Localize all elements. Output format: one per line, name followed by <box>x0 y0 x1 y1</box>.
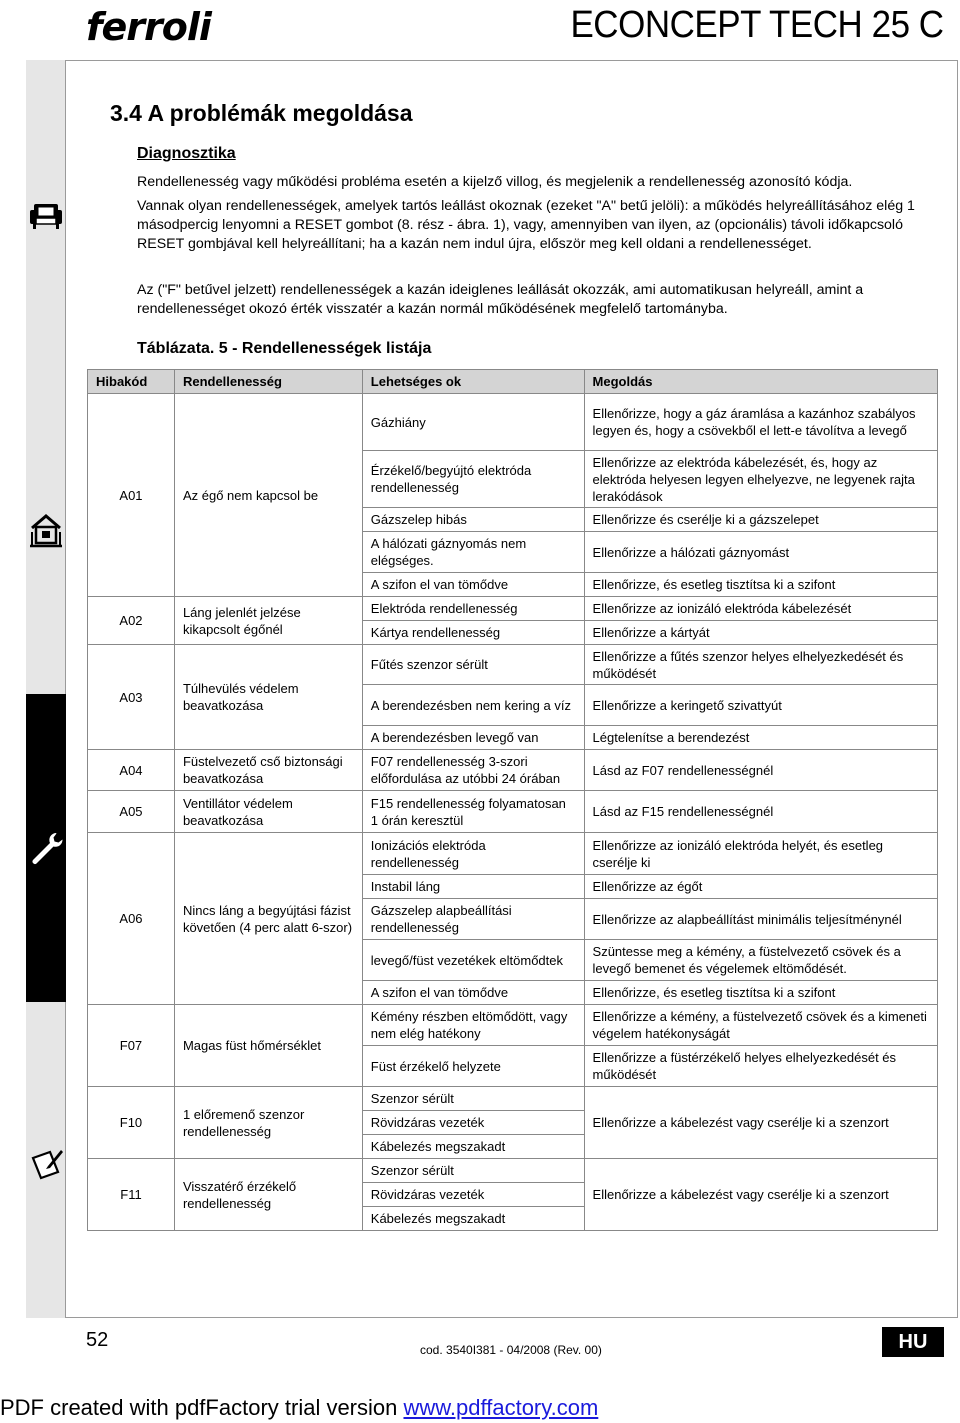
pdf-notice <box>0 1395 598 1421</box>
fault-cause: Fűtés szenzor sérült <box>362 645 584 685</box>
column-header-cause: Lehetséges ok <box>362 370 584 394</box>
fault-remedy: Ellenőrizze az ionizáló elektróda helyét, és esetleg cserélje ki <box>584 833 937 875</box>
armchair-icon <box>28 196 64 232</box>
table-row <box>88 1005 938 1046</box>
paragraph-a-faults: Vannak olyan rendellenességek, amelyek tartós leállást okoznak (ezeket "A" betű jelöli): a működés helyreállításához elég 1 másodpercig lenyomni a RESET gombot (8. rész - ábra. 1), vagy, amennyiben van ilyen, az (opcionális) távoli időkapcsoló RESET gombjával kell helyreállítani; ha a kazán nem indul újra, először meg kell oldani a rendellenességet. <box>137 198 915 252</box>
fault-cause: F15 rendellenesség folyamatosan 1 órán keresztül <box>362 791 584 833</box>
notepad-pencil-icon <box>28 1146 64 1182</box>
fault-cause: Kártya rendellenesség <box>362 621 584 645</box>
fault-remedy: Ellenőrizze a keringető szivattyút <box>584 685 937 726</box>
table-title: Táblázata. 5 - Rendellenességek listája <box>137 340 432 357</box>
fault-remedy: Ellenőrizze a kábelezést vagy cserélje ki a szenzort <box>584 1159 937 1231</box>
section-heading: 3.4 A problémák megoldása <box>110 100 413 126</box>
fault-description: Visszatérő érzékelő rendellenesség <box>174 1159 362 1231</box>
model-title: ECONCEPT TECH 25 C <box>570 4 944 46</box>
fault-remedy: Lásd az F07 rendellenességnél <box>584 750 937 791</box>
wrench-icon <box>28 830 64 866</box>
fault-description: Füstelvezető cső biztonsági beavatkozása <box>174 750 362 791</box>
fault-description: Ventillátor védelem beavatkozása <box>174 791 362 833</box>
table-row <box>88 791 938 833</box>
fault-remedy: Ellenőrizze a fűtés szenzor helyes elhelyezkedését és működését <box>584 645 937 685</box>
fault-cause: Füst érzékelő helyzete <box>362 1046 584 1087</box>
language-badge: HU <box>882 1327 944 1357</box>
brand-name: ferroli <box>86 5 211 49</box>
fault-remedy: Légtelenítse a berendezést <box>584 726 937 750</box>
fault-cause: A szifon el van tömődve <box>362 981 584 1005</box>
fault-cause: Gázhiány <box>362 394 584 451</box>
fault-remedy: Ellenőrizze az égőt <box>584 875 937 899</box>
fault-code: F07 <box>88 1005 175 1087</box>
column-header-fault: Rendellenesség <box>174 370 362 394</box>
fault-cause: Érzékelő/begyújtó elektróda rendellenesség <box>362 451 584 508</box>
fault-remedy: Ellenőrizze a kémény, a füstelvezető csövek és a kimeneti végelem hatékonyságát <box>584 1005 937 1046</box>
fault-cause: A berendezésben levegő van <box>362 726 584 750</box>
column-header-remedy: Megoldás <box>584 370 937 394</box>
fault-remedy: Ellenőrizze és cserélje ki a gázszelepet <box>584 508 937 532</box>
table-row <box>88 597 938 621</box>
paragraph-intro: Rendellenesség vagy működési probléma esetén a kijelző villog, és megjelenik a rendellenesség azonosító kódja. <box>137 174 853 190</box>
fault-cause: F07 rendellenesség 3-szori előfordulása az utóbbi 24 órában <box>362 750 584 791</box>
table-row <box>88 833 938 875</box>
table-row <box>88 1087 938 1111</box>
fault-remedy: Szüntesse meg a kémény, a füstelvezető csövek és a levegő bemenet és végelemek eltömődését. <box>584 940 937 981</box>
house-network-icon <box>28 512 64 548</box>
table-header-row <box>88 370 938 394</box>
fault-cause: Kábelezés megszakadt <box>362 1207 584 1231</box>
fault-code: A05 <box>88 791 175 833</box>
fault-remedy: Ellenőrizze az alapbeállítást minimális teljesítménynél <box>584 899 937 940</box>
fault-cause: Szenzor sérült <box>362 1087 584 1111</box>
fault-remedy: Lásd az F15 rendellenességnél <box>584 791 937 833</box>
table-row <box>88 750 938 791</box>
table-row <box>88 645 938 685</box>
fault-description: Túlhevülés védelem beavatkozása <box>174 645 362 750</box>
fault-description: Nincs láng a begyújtási fázist követően (4 perc alatt 6-szor) <box>174 833 362 1005</box>
fault-table <box>87 369 938 1231</box>
fault-code: F10 <box>88 1087 175 1159</box>
fault-code: A01 <box>88 394 175 597</box>
fault-cause: Elektróda rendellenesség <box>362 597 584 621</box>
pdf-factory-link[interactable]: www.pdffactory.com <box>403 1395 599 1420</box>
table-row <box>88 1159 938 1183</box>
fault-cause: Kémény részben eltömődött, vagy nem elég hatékony <box>362 1005 584 1046</box>
fault-cause: A hálózati gáznyomás nem elégséges. <box>362 532 584 573</box>
pdf-notice-text: PDF created with pdfFactory trial version <box>0 1395 404 1420</box>
fault-cause: Gázszelep hibás <box>362 508 584 532</box>
fault-remedy: Ellenőrizze a füstérzékelő helyes elhelyezkedését és működését <box>584 1046 937 1087</box>
paragraph-f-faults: Az ("F" betűvel jelzett) rendellenességek a kazán ideiglenes leállását okozzák, ami automatikusan helyreáll, amint a rendellenességet okozó érték visszatér a kazán normál működésének megfelelő tartományba. <box>137 282 864 317</box>
table-row <box>88 394 938 451</box>
page-number: 52 <box>86 1329 109 1351</box>
fault-description: Láng jelenlét jelzése kikapcsolt égőnél <box>174 597 362 645</box>
fault-cause: levegő/füst vezetékek eltömődtek <box>362 940 584 981</box>
fault-remedy: Ellenőrizze a kábelezést vagy cserélje ki a szenzort <box>584 1087 937 1159</box>
fault-cause: A szifon el van tömődve <box>362 573 584 597</box>
fault-code: A03 <box>88 645 175 750</box>
fault-code: A04 <box>88 750 175 791</box>
fault-remedy: Ellenőrizze a kártyát <box>584 621 937 645</box>
fault-remedy: Ellenőrizze az ionizáló elektróda kábelezését <box>584 597 937 621</box>
column-header-code: Hibakód <box>88 370 175 394</box>
fault-cause: A berendezésben nem kering a víz <box>362 685 584 726</box>
fault-code: A02 <box>88 597 175 645</box>
fault-remedy: Ellenőrizze, és esetleg tisztítsa ki a szifont <box>584 981 937 1005</box>
fault-description: Az égő nem kapcsol be <box>174 394 362 597</box>
fault-remedy: Ellenőrizze, hogy a gáz áramlása a kazánhoz szabályos legyen és, hogy a csövekből el lett-e távolítva a levegő <box>584 394 937 451</box>
fault-code: F11 <box>88 1159 175 1231</box>
fault-cause: Szenzor sérült <box>362 1159 584 1183</box>
brand-logo <box>86 4 211 50</box>
fault-cause: Ionizációs elektróda rendellenesség <box>362 833 584 875</box>
fault-cause: Rövidzáras vezeték <box>362 1111 584 1135</box>
fault-remedy: Ellenőrizze a hálózati gáznyomást <box>584 532 937 573</box>
fault-cause: Kábelezés megszakadt <box>362 1135 584 1159</box>
fault-cause: Gázszelep alapbeállítási rendellenesség <box>362 899 584 940</box>
fault-description: 1 előremenő szenzor rendellenesség <box>174 1087 362 1159</box>
subsection-heading: Diagnosztika <box>137 145 236 162</box>
document-code: cod. 3540I381 - 04/2008 (Rev. 00) <box>420 1343 602 1357</box>
fault-code: A06 <box>88 833 175 1005</box>
fault-remedy: Ellenőrizze, és esetleg tisztítsa ki a szifont <box>584 573 937 597</box>
fault-cause: Rövidzáras vezeték <box>362 1183 584 1207</box>
fault-cause: Instabil láng <box>362 875 584 899</box>
fault-description: Magas füst hőmérséklet <box>174 1005 362 1087</box>
fault-remedy: Ellenőrizze az elektróda kábelezését, és, hogy az elektróda helyesen legyen elhelyezve, ne legyenek rajta lerakódások <box>584 451 937 508</box>
sidebar <box>26 60 66 1318</box>
